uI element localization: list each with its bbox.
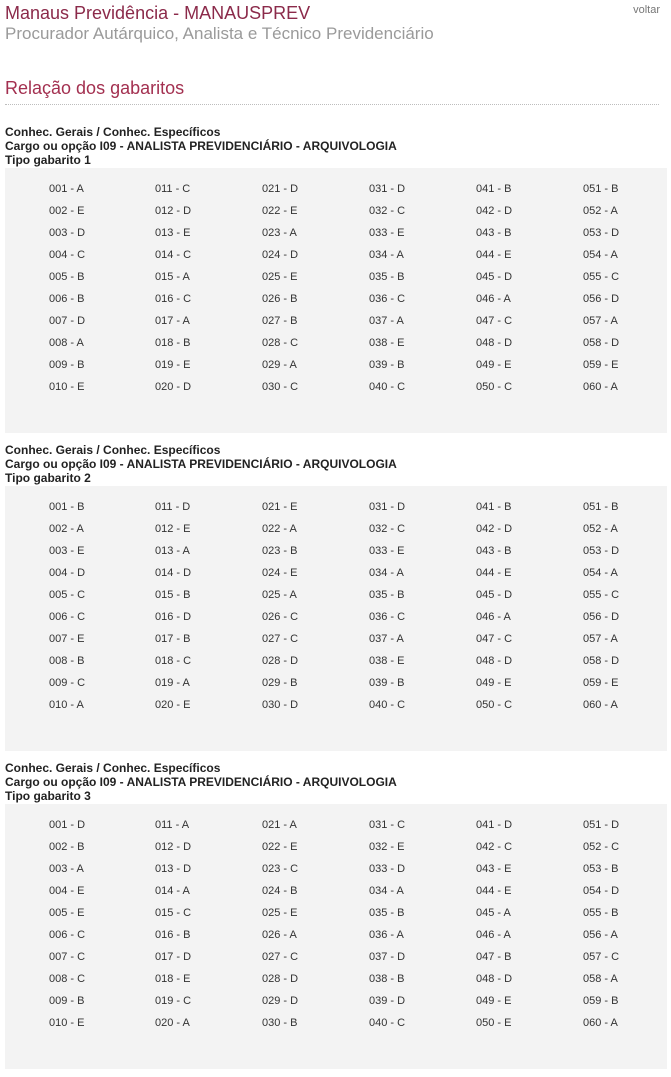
answer-item: 046 - A — [476, 293, 511, 305]
answer-item: 052 - A — [583, 523, 618, 535]
page-title: Manaus Previdência - MANAUSPREV — [5, 3, 311, 23]
answer-item: 027 - C — [262, 633, 299, 645]
answer-item: 037 - D — [369, 951, 406, 963]
answer-item: 056 - A — [583, 929, 618, 941]
answer-item: 006 - B — [49, 293, 85, 305]
answer-item: 025 - A — [262, 589, 297, 601]
answer-item: 050 - E — [476, 1017, 512, 1029]
block-category: Conhec. Gerais / Conhec. Específicos — [5, 443, 221, 457]
answer-item: 046 - A — [476, 611, 511, 623]
section-title: Relação dos gabaritos — [5, 78, 185, 98]
answer-item: 012 - E — [155, 523, 191, 535]
answer-item: 055 - C — [583, 589, 620, 601]
block-tipo: Tipo gabarito 3 — [5, 789, 91, 803]
answer-item: 012 - D — [155, 841, 192, 853]
answer-item: 011 - C — [155, 183, 191, 195]
block-cargo: Cargo ou opção I09 - ANALISTA PREVIDENCIÁRIO - ARQUIVOLOGIA — [5, 139, 397, 153]
answer-item: 049 - E — [476, 677, 512, 689]
block-cargo: Cargo ou opção I09 - ANALISTA PREVIDENCIÁRIO - ARQUIVOLOGIA — [5, 457, 397, 471]
answer-item: 007 - D — [49, 315, 86, 327]
answer-item: 024 - E — [262, 567, 298, 579]
answer-item: 007 - C — [49, 951, 86, 963]
answer-item: 044 - E — [476, 885, 512, 897]
answer-item: 009 - C — [49, 677, 86, 689]
answer-item: 024 - B — [262, 885, 298, 897]
answer-item: 030 - C — [262, 381, 299, 393]
answer-item: 051 - D — [583, 819, 620, 831]
answer-item: 010 - E — [49, 1017, 85, 1029]
answer-item: 028 - C — [262, 337, 299, 349]
answer-item: 045 - D — [476, 589, 513, 601]
answer-item: 051 - B — [583, 183, 619, 195]
answer-item: 003 - A — [49, 863, 84, 875]
answer-item: 003 - D — [49, 227, 86, 239]
answer-item: 022 - E — [262, 841, 298, 853]
answer-item: 053 - B — [583, 863, 619, 875]
answer-item: 013 - E — [155, 227, 191, 239]
answer-item: 060 - A — [583, 381, 618, 393]
answer-item: 022 - A — [262, 523, 297, 535]
answer-item: 021 - A — [262, 819, 297, 831]
answer-item: 020 - E — [155, 699, 191, 711]
answer-item: 056 - D — [583, 293, 620, 305]
answer-item: 020 - D — [155, 381, 192, 393]
page-subtitle: Procurador Autárquico, Analista e Técnico Previdenciário — [5, 24, 434, 43]
answer-item: 022 - E — [262, 205, 298, 217]
answer-item: 054 - A — [583, 567, 618, 579]
answer-item: 046 - A — [476, 929, 511, 941]
answer-item: 035 - B — [369, 271, 405, 283]
answer-item: 044 - E — [476, 567, 512, 579]
answer-item: 035 - B — [369, 589, 405, 601]
answer-item: 039 - D — [369, 995, 406, 1007]
answer-item: 039 - B — [369, 359, 405, 371]
answer-item: 026 - B — [262, 293, 298, 305]
answer-item: 005 - C — [49, 589, 86, 601]
answer-item: 059 - E — [583, 677, 619, 689]
answer-item: 018 - B — [155, 337, 191, 349]
answer-item: 001 - B — [49, 501, 85, 513]
answer-item: 042 - C — [476, 841, 513, 853]
answer-item: 037 - A — [369, 315, 404, 327]
answer-item: 008 - B — [49, 655, 85, 667]
answer-item: 043 - B — [476, 227, 512, 239]
answer-item: 048 - D — [476, 655, 513, 667]
answer-item: 004 - E — [49, 885, 85, 897]
answer-item: 004 - D — [49, 567, 86, 579]
answer-item: 055 - C — [583, 271, 620, 283]
answer-item: 058 - A — [583, 973, 618, 985]
answer-item: 002 - A — [49, 523, 84, 535]
answer-item: 008 - C — [49, 973, 86, 985]
answer-item: 027 - B — [262, 315, 298, 327]
answer-item: 042 - D — [476, 205, 513, 217]
answer-item: 054 - D — [583, 885, 620, 897]
answer-item: 029 - D — [262, 995, 299, 1007]
answer-item: 026 - A — [262, 929, 297, 941]
answer-item: 018 - C — [155, 655, 192, 667]
answer-item: 041 - B — [476, 183, 512, 195]
answer-item: 025 - E — [262, 907, 298, 919]
answer-item: 057 - A — [583, 633, 618, 645]
block-header — [5, 761, 667, 803]
answer-item: 057 - C — [583, 951, 620, 963]
answer-item: 054 - A — [583, 249, 618, 261]
answer-item: 010 - A — [49, 699, 84, 711]
back-link[interactable]: voltar — [633, 4, 660, 16]
answer-item: 002 - B — [49, 841, 85, 853]
answer-item: 005 - B — [49, 271, 85, 283]
answer-item: 031 - C — [369, 819, 406, 831]
answer-item: 040 - C — [369, 1017, 406, 1029]
answer-item: 033 - E — [369, 227, 405, 239]
answer-item: 050 - C — [476, 381, 513, 393]
answer-item: 045 - A — [476, 907, 511, 919]
answer-item: 040 - C — [369, 699, 406, 711]
answer-item: 011 - A — [155, 819, 190, 831]
answer-item: 004 - C — [49, 249, 86, 261]
answer-item: 060 - A — [583, 699, 618, 711]
answer-item: 055 - B — [583, 907, 619, 919]
answer-item: 048 - D — [476, 973, 513, 985]
block-tipo: Tipo gabarito 1 — [5, 153, 91, 167]
answer-item: 017 - D — [155, 951, 192, 963]
answer-item: 034 - A — [369, 567, 404, 579]
answer-item: 033 - D — [369, 863, 406, 875]
answer-item: 045 - D — [476, 271, 513, 283]
answer-item: 034 - A — [369, 885, 404, 897]
answer-item: 051 - B — [583, 501, 619, 513]
answer-item: 021 - E — [262, 501, 298, 513]
answer-item: 052 - A — [583, 205, 618, 217]
answer-item: 028 - D — [262, 973, 299, 985]
answer-item: 016 - D — [155, 611, 192, 623]
answer-item: 025 - E — [262, 271, 298, 283]
answer-item: 047 - C — [476, 633, 513, 645]
answer-item: 036 - C — [369, 293, 406, 305]
block-header — [5, 125, 667, 167]
answer-item: 030 - B — [262, 1017, 298, 1029]
block-category: Conhec. Gerais / Conhec. Específicos — [5, 125, 221, 139]
answer-item: 036 - A — [369, 929, 404, 941]
gabarito-block-2 — [5, 443, 667, 751]
answer-item: 023 - B — [262, 545, 298, 557]
answer-item: 040 - C — [369, 381, 406, 393]
answer-item: 031 - D — [369, 501, 406, 513]
answer-item: 039 - B — [369, 677, 405, 689]
answers-grid — [5, 804, 667, 1069]
answer-item: 023 - C — [262, 863, 299, 875]
answer-item: 011 - D — [155, 501, 191, 513]
answer-item: 003 - E — [49, 545, 85, 557]
answer-item: 012 - D — [155, 205, 192, 217]
answer-item: 033 - E — [369, 545, 405, 557]
answer-item: 032 - C — [369, 523, 406, 535]
block-tipo: Tipo gabarito 2 — [5, 471, 91, 485]
answer-item: 038 - B — [369, 973, 405, 985]
section-divider — [5, 104, 659, 105]
answer-item: 038 - E — [369, 337, 405, 349]
answer-item: 038 - E — [369, 655, 405, 667]
answer-item: 001 - A — [49, 183, 84, 195]
answer-item: 017 - B — [155, 633, 191, 645]
answer-item: 024 - D — [262, 249, 299, 261]
answer-item: 043 - B — [476, 545, 512, 557]
answer-item: 015 - A — [155, 271, 190, 283]
answer-item: 023 - A — [262, 227, 297, 239]
answer-item: 009 - B — [49, 995, 85, 1007]
answer-item: 021 - D — [262, 183, 299, 195]
answer-item: 036 - C — [369, 611, 406, 623]
answer-item: 059 - B — [583, 995, 619, 1007]
answer-item: 006 - C — [49, 929, 86, 941]
answer-item: 032 - E — [369, 841, 405, 853]
answer-item: 002 - E — [49, 205, 85, 217]
answer-item: 049 - E — [476, 359, 512, 371]
answer-item: 052 - C — [583, 841, 620, 853]
answer-item: 015 - C — [155, 907, 192, 919]
answer-item: 005 - E — [49, 907, 85, 919]
answer-item: 027 - C — [262, 951, 299, 963]
answer-item: 041 - B — [476, 501, 512, 513]
answer-item: 007 - E — [49, 633, 85, 645]
answer-item: 016 - B — [155, 929, 191, 941]
answer-item: 047 - C — [476, 315, 513, 327]
answer-item: 016 - C — [155, 293, 192, 305]
answer-item: 014 - A — [155, 885, 190, 897]
gabarito-block-1 — [5, 125, 667, 433]
answer-item: 028 - D — [262, 655, 299, 667]
answer-item: 015 - B — [155, 589, 191, 601]
answer-item: 050 - C — [476, 699, 513, 711]
answer-item: 043 - E — [476, 863, 512, 875]
answer-item: 009 - B — [49, 359, 85, 371]
answer-item: 035 - B — [369, 907, 405, 919]
answer-item: 057 - A — [583, 315, 618, 327]
gabarito-block-3 — [5, 761, 667, 1069]
answer-item: 029 - A — [262, 359, 297, 371]
answer-item: 013 - D — [155, 863, 192, 875]
block-cargo: Cargo ou opção I09 - ANALISTA PREVIDENCIÁRIO - ARQUIVOLOGIA — [5, 775, 397, 789]
block-header — [5, 443, 667, 485]
answer-item: 031 - D — [369, 183, 406, 195]
answer-item: 059 - E — [583, 359, 619, 371]
answer-item: 058 - D — [583, 655, 620, 667]
answer-item: 029 - B — [262, 677, 298, 689]
answer-item: 030 - D — [262, 699, 299, 711]
answer-item: 037 - A — [369, 633, 404, 645]
answer-item: 006 - C — [49, 611, 86, 623]
answers-grid — [5, 168, 667, 433]
answer-item: 017 - A — [155, 315, 190, 327]
answer-item: 034 - A — [369, 249, 404, 261]
answer-item: 053 - D — [583, 227, 620, 239]
answer-item: 013 - A — [155, 545, 190, 557]
answer-item: 047 - B — [476, 951, 512, 963]
answer-item: 014 - C — [155, 249, 192, 261]
answer-item: 053 - D — [583, 545, 620, 557]
answers-grid — [5, 486, 667, 751]
answer-item: 048 - D — [476, 337, 513, 349]
answer-item: 010 - E — [49, 381, 85, 393]
block-category: Conhec. Gerais / Conhec. Específicos — [5, 761, 221, 775]
answer-item: 056 - D — [583, 611, 620, 623]
answer-item: 019 - C — [155, 995, 192, 1007]
answer-item: 032 - C — [369, 205, 406, 217]
answer-item: 041 - D — [476, 819, 513, 831]
answer-item: 044 - E — [476, 249, 512, 261]
answer-item: 019 - A — [155, 677, 190, 689]
answer-item: 001 - D — [49, 819, 86, 831]
answer-item: 060 - A — [583, 1017, 618, 1029]
answer-item: 008 - A — [49, 337, 84, 349]
answer-item: 058 - D — [583, 337, 620, 349]
answer-item: 020 - A — [155, 1017, 190, 1029]
answer-item: 019 - E — [155, 359, 191, 371]
answer-item: 014 - D — [155, 567, 192, 579]
answer-item: 026 - C — [262, 611, 299, 623]
answer-item: 049 - E — [476, 995, 512, 1007]
answer-item: 018 - E — [155, 973, 191, 985]
answer-item: 042 - D — [476, 523, 513, 535]
